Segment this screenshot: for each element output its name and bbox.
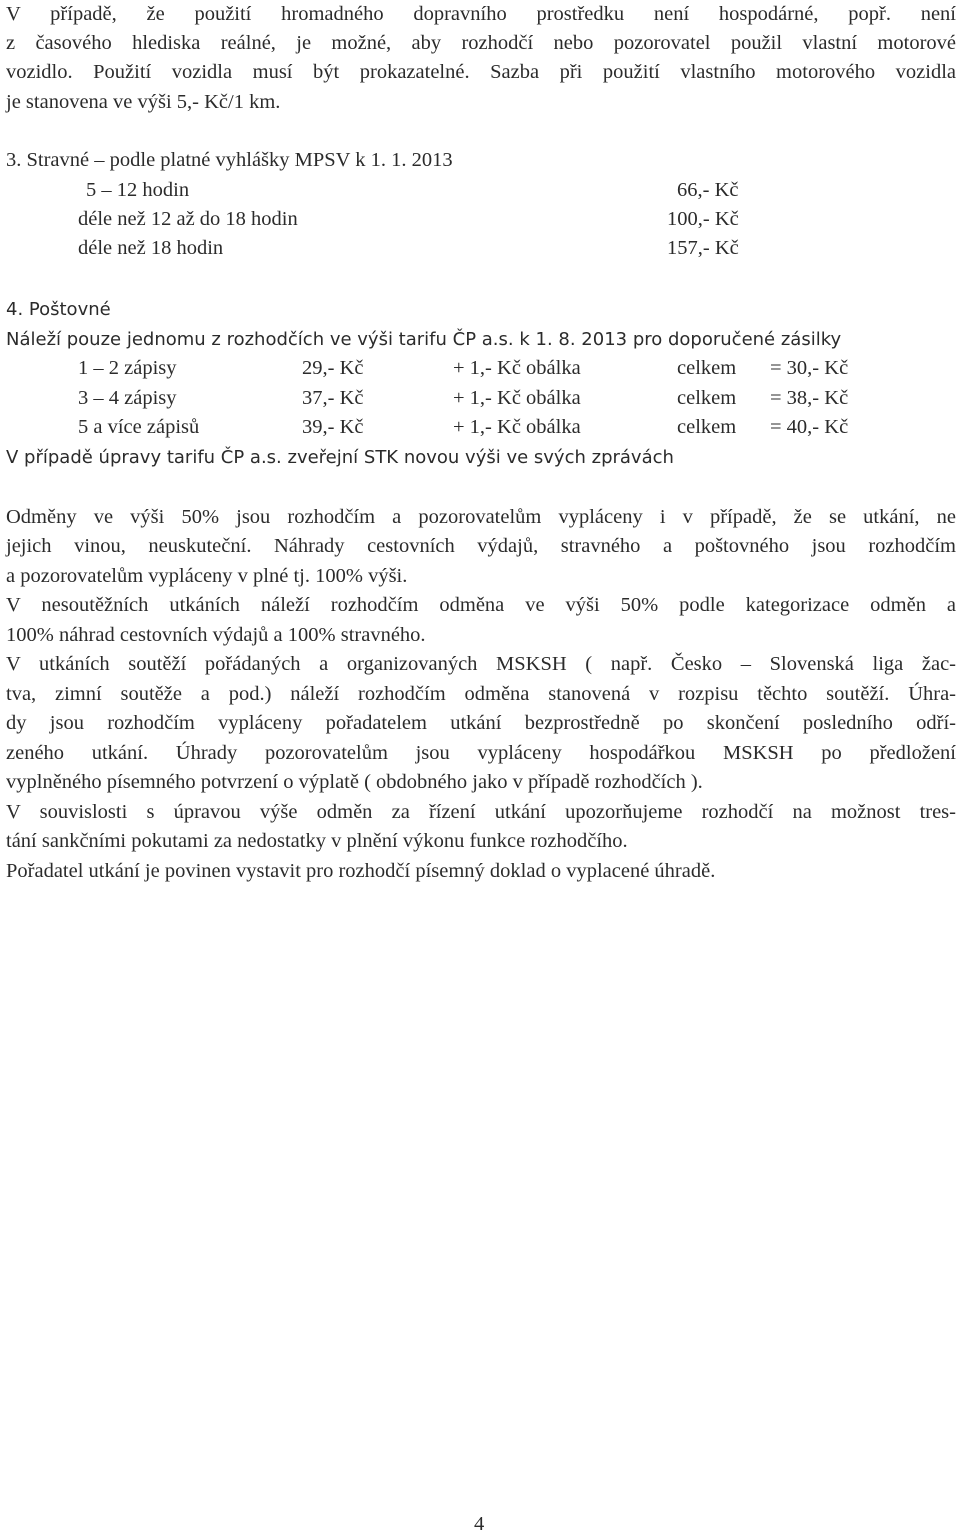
section-4-intro-text: Náleží pouze jednomu z rozhodčích ve výši tarifu ČP a.s. k 1. 8. 2013 pro doporučené zásilky: [6, 329, 842, 350]
body-line: jejich vinou, neuskuteční. Náhrady cestovních výdajů, stravného a poštovného jsou rozhodčím: [6, 535, 956, 557]
postage-row-total: = 38,- Kč: [770, 387, 849, 409]
body-line: Pořadatel utkání je povinen vystavit pro rozhodčí písemný doklad o vyplacené úhradě.: [6, 860, 716, 882]
section-4-heading: 4. Poštovné: [6, 299, 111, 320]
postage-note: V případě úpravy tarifu ČP a.s. zveřejní STK novou výši ve svých zprávách: [6, 447, 674, 468]
body-line: V souvislosti s úpravou výše odměn za řízení utkání upozorňujeme rozhodčí na možnost tres-: [6, 801, 956, 823]
postage-row-total-label: celkem: [677, 357, 737, 379]
postage-row-total: = 30,- Kč: [770, 357, 849, 379]
meal-row-label: déle než 12 až do 18 hodin: [78, 208, 298, 230]
meal-row-amount: 100,- Kč: [667, 208, 739, 230]
intro-line: V případě, že použití hromadného dopravního prostředku není hospodárné, popř. není: [6, 3, 956, 25]
postage-row-envelope: + 1,- Kč obálka: [453, 357, 581, 379]
postage-row-label: 1 – 2 zápisy: [78, 357, 177, 379]
postage-row-price: 29,- Kč: [302, 357, 364, 379]
postage-row-total-label: celkem: [677, 387, 737, 409]
body-line: dy jsou rozhodčím vypláceny pořadatelem utkání bezprostředně po skončení posledního odří-: [6, 712, 956, 734]
postage-row-label: 3 – 4 zápisy: [78, 387, 177, 409]
postage-row-envelope: + 1,- Kč obálka: [453, 416, 581, 438]
intro-line: je stanovena ve výši 5,- Kč/1 km.: [6, 91, 281, 113]
meal-row-label: déle než 18 hodin: [78, 237, 224, 259]
body-line: V nesoutěžních utkáních náleží rozhodčím odměna ve výši 50% podle kategorizace odměn a: [6, 594, 956, 616]
meal-row-amount: 157,- Kč: [667, 237, 739, 259]
postage-row-label: 5 a více zápisů: [78, 416, 200, 438]
body-line: tání sankčními pokutami za nedostatky v plnění výkonu funkce rozhodčího.: [6, 830, 628, 852]
intro-line: vozidlo. Použití vozidla musí být prokazatelné. Sazba při použití vlastního motorového vozidla: [6, 61, 956, 83]
body-line: Odměny ve výši 50% jsou rozhodčím a pozorovatelům vypláceny i v případě, že se utkání, ne: [6, 506, 956, 528]
intro-line: z časového hlediska reálné, je možné, aby rozhodčí nebo pozorovatel použil vlastní motorové: [6, 32, 956, 54]
section-3-heading: 3. Stravné – podle platné vyhlášky MPSV k 1. 1. 2013: [6, 149, 453, 171]
postage-row-total-label: celkem: [677, 416, 737, 438]
postage-row-envelope: + 1,- Kč obálka: [453, 387, 581, 409]
meal-row-amount: 66,- Kč: [677, 179, 739, 201]
meal-row-label: 5 – 12 hodin: [86, 179, 190, 201]
postage-row-price: 37,- Kč: [302, 387, 364, 409]
body-line: vyplněného písemného potvrzení o výplatě ( obdobného jako v případě rozhodčích ).: [6, 771, 703, 793]
body-line: tva, zimní soutěže a pod.) náleží rozhodčím odměna stanovená v rozpisu těchto soutěží. Úhra-: [6, 683, 956, 705]
section-4-intro: [6, 325, 956, 355]
body-line: V utkáních soutěží pořádaných a organizovaných MSKSH ( např. Česko – Slovenská liga žac-: [6, 653, 956, 675]
body-line: zeného utkání. Úhrady pozorovatelům jsou vypláceny hospodářkou MSKSH po předložení: [6, 742, 956, 764]
postage-row-price: 39,- Kč: [302, 416, 364, 438]
body-line: 100% náhrad cestovních výdajů a 100% stravného.: [6, 624, 426, 646]
postage-row-total: = 40,- Kč: [770, 416, 849, 438]
page-number: 4: [474, 1513, 485, 1535]
body-line: a pozorovatelům vypláceny v plné tj. 100% výši.: [6, 565, 408, 587]
